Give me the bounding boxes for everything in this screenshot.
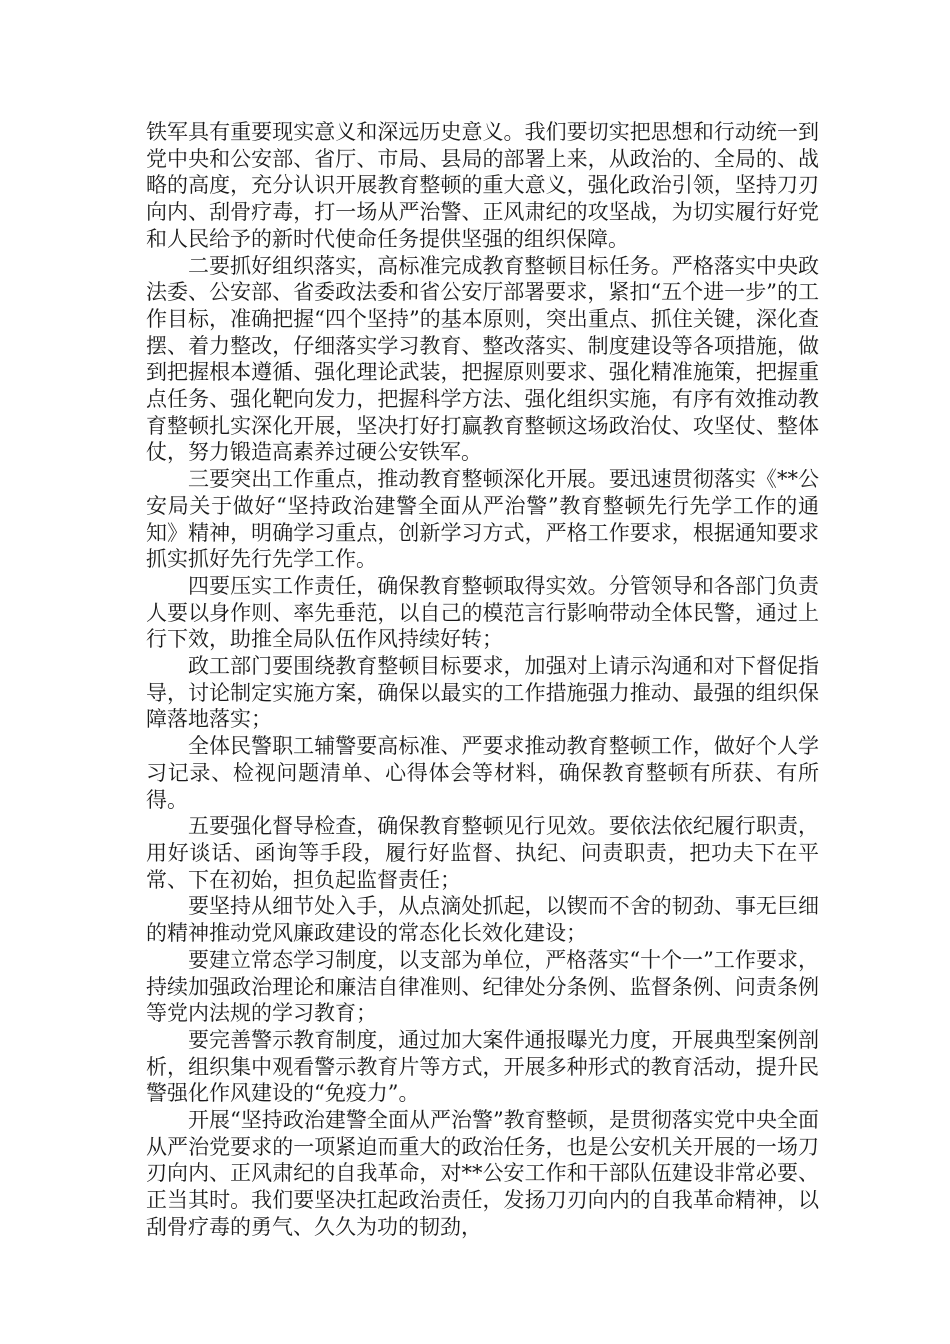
paragraph-11: 开展“坚持政治建警全面从严治警”教育整顿，是贯彻落实党中央全面从严治党要求的一项紧迫而重大的政治任务，也是公安机关开展的一场刀刃向内、正风肃纪的自我革命，对**公安工作和干部队伍建设非常必要、正当其时。我们要坚决扛起政治责任，发扬刀刃向内的自我革命精神，以刮骨疗毒的勇气、久久为功的韧劲，: [146, 1108, 819, 1239]
document-page: [146, 119, 819, 1241]
paragraph-10: 要完善警示教育制度，通过加大案件通报曝光力度，开展典型案例剖析，组织集中观看警示教育片等方式，开展多种形式的教育活动，提升民警强化作风建设的“免疫力”。: [146, 1027, 819, 1106]
paragraph-4: 四要压实工作责任，确保教育整顿取得实效。分管领导和各部门负责人要以身作则、率先垂范，以自己的模范言行影响带动全体民警，通过上行下效，助推全局队伍作风持续好转；: [146, 573, 819, 652]
paragraph-7: 五要强化督导检查，确保教育整顿见行见效。要依法依纪履行职责，用好谈话、函询等手段，履行好监督、执纪、问责职责，把功夫下在平常、下在初始，担负起监督责任；: [146, 814, 819, 892]
paragraph-6: 全体民警职工辅警要高标准、严要求推动教育整顿工作，做好个人学习记录、检视问题清单、心得体会等材料，确保教育整顿有所获、有所得。: [146, 734, 819, 812]
paragraph-9: 要建立常态学习制度，以支部为单位，严格落实“十个一”工作要求，持续加强政治理论和廉洁自律准则、纪律处分条例、监督条例、问责条例等党内法规的学习教育；: [146, 947, 819, 1026]
paragraph-1: 铁军具有重要现实意义和深远历史意义。我们要切实把思想和行动统一到党中央和公安部、省厅、市局、县局的部署上来，从政治的、全局的、战略的高度，充分认识开展教育整顿的重大意义，强化政治引领，坚持刀刃向内、刮骨疗毒，打一场从严治警、正风肃纪的攻坚战，为切实履行好党和人民给予的新时代使命任务提供坚强的组织保障。: [146, 120, 819, 251]
paragraph-8: 要坚持从细节处入手，从点滴处抓起，以锲而不舍的韧劲、事无巨细的精神推动党风廉政建设的常态化长效化建设；: [146, 894, 819, 946]
paragraph-3: 三要突出工作重点，推动教育整顿深化开展。要迅速贯彻落实《**公安局关于做好“坚持政治建警全面从严治警”教育整顿先行先学工作的通知》精神，明确学习重点，创新学习方式，严格工作要求，根据通知要求抓实抓好先行先学工作。: [146, 467, 819, 572]
paragraph-5: 政工部门要围绕教育整顿目标要求，加强对上请示沟通和对下督促指导，讨论制定实施方案，确保以最实的工作措施强力推动、最强的组织保障落地落实；: [146, 654, 819, 732]
paragraph-2: 二要抓好组织落实，高标准完成教育整顿目标任务。严格落实中央政法委、公安部、省委政法委和省公安厅部署要求，紧扣“五个进一步”的工作目标，准确把握“四个坚持”的基本原则，突出重点、抓住关键，深化查摆、着力整改，仔细落实学习教育、整改落实、制度建设等各项措施，做到把握根本遵循、强化理论武装，把握原则要求、强化精准施策，把握重点任务、强化靶向发力，把握科学方法、强化组织实施，有序有效推动教育整顿扎实深化开展，坚决打好打赢教育整顿这场政治仗、攻坚仗、整体仗，努力锻造高素养过硬公安铁军。: [146, 253, 819, 465]
